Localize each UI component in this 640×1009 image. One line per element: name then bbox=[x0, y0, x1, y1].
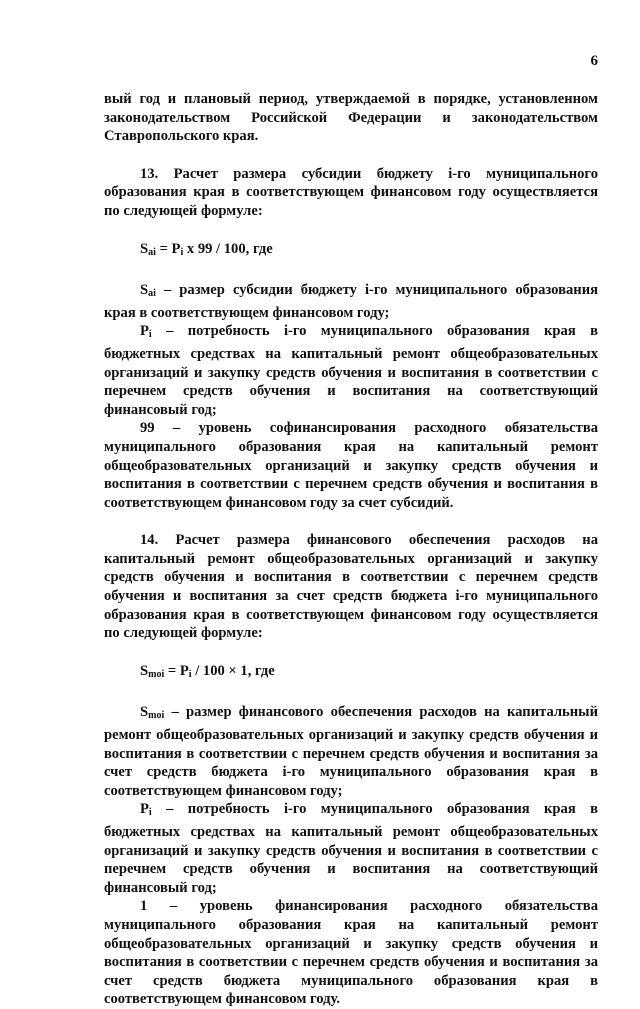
definition-text: – потребность i-го муниципального образования края в бюджетных средствах на капитальный ремонт общеобразовательных организаций и закупку средств обучения и воспитания в соответствии с перечнем средств обучения и воспитания на соответствующий финансовый год; bbox=[104, 801, 598, 896]
section-13-paragraph: 13. Расчет размера субсидии бюджету i-го муниципального образования края в соответствующем финансовом году осуществляется по следующей формуле: bbox=[104, 165, 598, 219]
definition-text: – размер финансового обеспечения расходов на капитальный ремонт общеобразовательных организаций и закупку средств обучения и воспитания в соответствии с перечнем средств обучения и воспитания за счет средств бюджета i-го муниципального образования края в соответствующем финансовом году; bbox=[104, 704, 598, 799]
formula-symbol: = P bbox=[155, 240, 181, 257]
definition-text: – размер субсидии бюджету i-го муниципального образования края в соответствующем финансовом году; bbox=[104, 282, 598, 321]
section-14-paragraph: 14. Расчет размера финансового обеспечения расходов на капитальный ремонт общеобразовательных организаций и закупку средств обучения и воспитания в соответствии с перечнем средств обучения и воспитания за счет средств бюджета i-го муниципального образования края в соответствующем финансовом году осуществляется по следующей формуле: bbox=[104, 532, 598, 642]
definition-14-0 bbox=[104, 703, 598, 800]
formula-symbol: S bbox=[140, 240, 149, 257]
formula-symbol: = P bbox=[164, 662, 189, 679]
definition-text: – уровень финансирования расходного обязательства муниципального образования края на капитальный ремонт общеобразовательных организаций и закупку средств обучения и воспитания в соответствии с перечнем средств обучения и воспитания за счет средств бюджета муниципального образования края в соответствующем финансовом году. bbox=[104, 898, 598, 1008]
definition-subscript: moi bbox=[148, 710, 165, 722]
definition-symbol: 99 bbox=[140, 420, 155, 437]
spacer bbox=[104, 643, 598, 662]
intro-paragraph: вый год и плановый период, утверждаемой в порядке, установленном законодательством Российской Федерации и законодательством Ставропольского края. bbox=[104, 91, 598, 145]
definition-symbol: 1 bbox=[140, 898, 148, 915]
formula-subscript: i bbox=[180, 246, 184, 258]
definition-14-2 bbox=[104, 897, 598, 1009]
spacer bbox=[104, 221, 598, 240]
definition-13-2 bbox=[104, 419, 598, 512]
spacer bbox=[104, 684, 598, 703]
definition-symbol: P bbox=[140, 801, 149, 818]
definition-symbol: S bbox=[140, 704, 149, 721]
formula-subscript: i bbox=[188, 668, 192, 680]
definition-text: – потребность i-го муниципального образования края в бюджетных средствах на капитальный ремонт общеобразовательных организаций и закупку средств обучения и воспитания в соответствии с перечнем средств обучения и воспитания на соответствующий финансовый год; bbox=[104, 323, 598, 418]
formula-tail: / 100 × 1, где bbox=[191, 662, 275, 679]
definition-subscript: i bbox=[148, 329, 152, 341]
spacer bbox=[104, 262, 598, 281]
definition-text: – уровень софинансирования расходного обязательства муниципального образования края на капитальный ремонт общеобразовательных организаций и закупку средств обучения и воспитания в соответствии с перечнем средств обучения и воспитания в соответствующем финансовом году за счет субсидий. bbox=[104, 420, 598, 511]
section-14-formula bbox=[104, 662, 598, 685]
spacer bbox=[104, 146, 598, 165]
section-13-formula bbox=[104, 240, 598, 263]
spacer bbox=[104, 512, 598, 531]
formula-subscript: ai bbox=[148, 246, 156, 258]
definition-symbol: S bbox=[140, 282, 149, 299]
formula-subscript: moi bbox=[148, 668, 165, 680]
definition-13-0 bbox=[104, 281, 598, 322]
document-body bbox=[104, 90, 598, 1009]
formula-symbol: S bbox=[140, 662, 149, 679]
definition-symbol: P bbox=[140, 323, 149, 340]
formula-tail: x 99 / 100, где bbox=[183, 240, 273, 257]
definition-14-1 bbox=[104, 800, 598, 897]
definition-subscript: i bbox=[148, 807, 152, 819]
definition-subscript: ai bbox=[148, 288, 156, 300]
page-number: 6 bbox=[590, 53, 598, 69]
definition-13-1 bbox=[104, 322, 598, 419]
